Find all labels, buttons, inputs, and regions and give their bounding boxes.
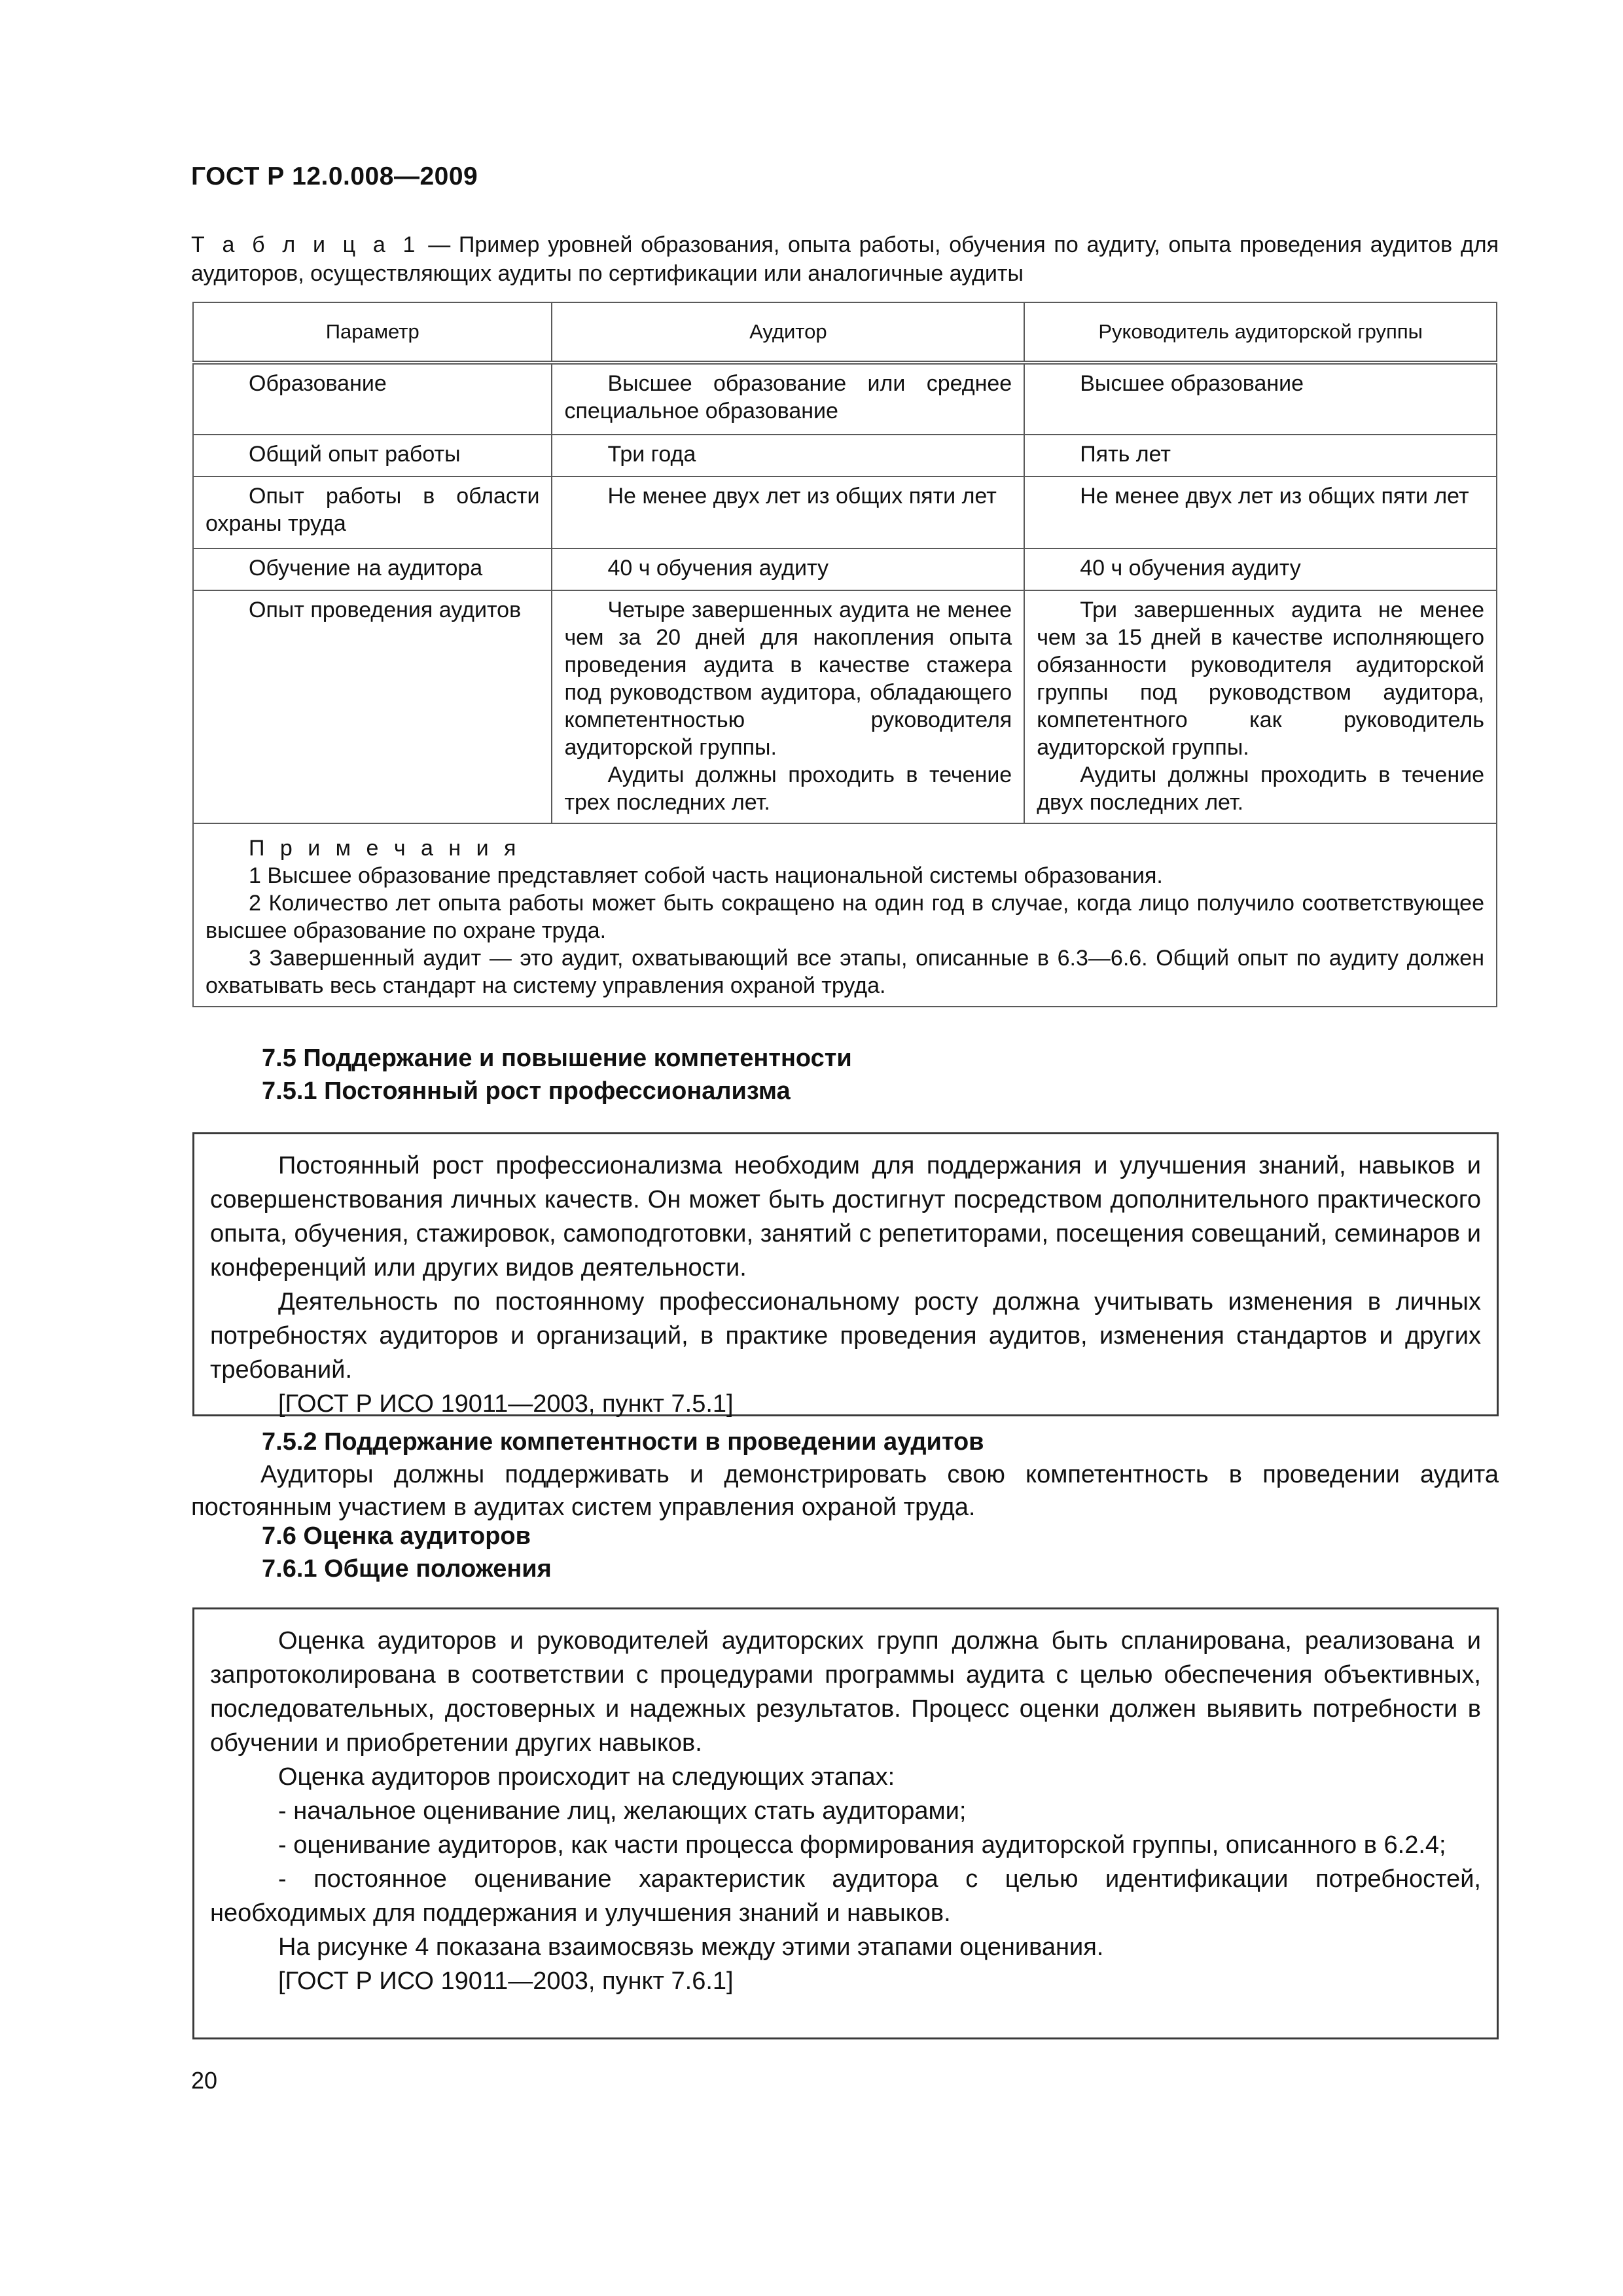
- box-reference: [ГОСТ Р ИСО 19011—2003, пункт 7.6.1]: [278, 1967, 734, 1995]
- table-caption-text: — Пример уровней образования, опыта работы, обучения по аудиту, опыта проведения аудитов для аудиторов, осуществляющих аудиты по сертификации или аналогичные аудиты: [191, 232, 1499, 286]
- cell-param: Образование: [193, 363, 552, 435]
- cell-leader-paragraph: Аудиты должны проходить в течение двух последних лет.: [1037, 762, 1484, 815]
- column-header-leader: Руководитель аудиторской группы: [1024, 302, 1497, 363]
- cell-param: Общий опыт работы: [193, 435, 552, 476]
- box-paragraph: Оценка аудиторов и руководителей аудиторских групп должна быть спланирована, реализована и запротоколирована в соответствии с процедурами программы аудита с целью обеспечения объективных, последовательных, достоверных и надежных результатов. Процесс оценки должен выявить потребности в обучении и приобретении других навыков.: [210, 1627, 1481, 1757]
- box-reference: [ГОСТ Р ИСО 19011—2003, пункт 7.5.1]: [278, 1390, 734, 1418]
- table-row: [193, 435, 1497, 476]
- paragraph: Аудиторы должны поддерживать и демонстрировать свою компетентность в проведении аудита постоянным участием в аудитах систем управления охраной труда.: [191, 1461, 1499, 1521]
- cell-param: Опыт проведения аудитов: [193, 590, 552, 823]
- cell-leader: Пять лет: [1024, 435, 1497, 476]
- table-header-row: [193, 302, 1497, 363]
- box-paragraph: Оценка аудиторов происходит на следующих этапах:: [278, 1763, 895, 1791]
- note-item: 2 Количество лет опыта работы может быть сокращено на один год в случае, когда лицо получило соответствующее высшее образование по охране труда.: [205, 891, 1484, 943]
- section-heading-7-5-2: 7.5.2 Поддержание компетентности в проведении аудитов: [262, 1428, 984, 1456]
- cell-auditor-paragraph: Аудиты должны проходить в течение трех последних лет.: [564, 762, 1012, 815]
- column-header-parameter: Параметр: [193, 302, 552, 363]
- table-row: [193, 363, 1497, 435]
- page-number: 20: [191, 2067, 218, 2094]
- section-7-5-2-text: [191, 1458, 1499, 1524]
- cell-param: Опыт работы в области охраны труда: [193, 476, 552, 548]
- note-item: 3 Завершенный аудит — это аудит, охватывающий все этапы, описанные в 6.3—6.6. Общий опыт по аудиту должен охватывать весь стандарт на систему управления охраной труда.: [205, 946, 1484, 998]
- section-heading-7-5-1: 7.5.1 Постоянный рост профессионализма: [262, 1077, 791, 1105]
- cell-leader-paragraph: Три завершенных аудита не менее чем за 15 дней в качестве исполняющего обязанности руководителя аудиторской группы под руководством аудитора, компетентного как руководитель аудиторской группы.: [1037, 598, 1484, 760]
- table-caption: [191, 230, 1499, 288]
- box-list-item: - постоянное оценивание характеристик аудитора с целью идентификации потребностей, необходимых для поддержания и улучшения знаний и навыков.: [210, 1865, 1481, 1927]
- cell-auditor-paragraph: Четыре завершенных аудита не менее чем за 20 дней для накопления опыта проведения аудита в качестве стажера под руководством аудитора, обладающего компетентностью руководителя аудиторской группы.: [564, 598, 1012, 760]
- notes-heading: П р и м е ч а н и я: [249, 836, 521, 861]
- table-row: [193, 548, 1497, 590]
- quote-box-7-6-1: [192, 1607, 1499, 2039]
- section-heading-7-6-1: 7.6.1 Общие положения: [262, 1555, 552, 1583]
- cell-auditor: 40 ч обучения аудиту: [552, 548, 1024, 590]
- table-notes-row: [193, 823, 1497, 1007]
- table-notes: [193, 823, 1497, 1007]
- table-row: [193, 590, 1497, 823]
- cell-leader: 40 ч обучения аудиту: [1024, 548, 1497, 590]
- document-code: ГОСТ Р 12.0.008—2009: [191, 162, 478, 190]
- section-heading-7-5: 7.5 Поддержание и повышение компетентности: [262, 1045, 852, 1072]
- column-header-auditor: Аудитор: [552, 302, 1024, 363]
- box-list-item: - оценивание аудиторов, как части процесса формирования аудиторской группы, описанного в 6.2.4;: [278, 1831, 1446, 1859]
- quote-box-7-5-1: [192, 1132, 1499, 1416]
- cell-auditor: Три года: [552, 435, 1024, 476]
- table-caption-label: Т а б л и ц а 1: [191, 232, 420, 257]
- box-paragraph: Деятельность по постоянному профессиональному росту должна учитывать изменения в личных потребностях аудиторов и организаций, в практике проведения аудитов, изменения стандартов и других требований.: [210, 1288, 1481, 1384]
- note-item: 1 Высшее образование представляет собой часть национальной системы образования.: [249, 863, 1163, 888]
- table-row: [193, 476, 1497, 548]
- cell-auditor: Высшее образование или среднее специальное образование: [552, 363, 1024, 435]
- box-paragraph: Постоянный рост профессионализма необходим для поддержания и улучшения знаний, навыков и совершенствования личных качеств. Он может быть достигнут посредством дополнительного практического опыта, обучения, стажировок, самоподготовки, занятий с репетиторами, посещения совещаний, семинаров и конференций или других видов деятельности.: [210, 1152, 1481, 1282]
- section-heading-7-6: 7.6 Оценка аудиторов: [262, 1522, 531, 1550]
- table-1: [192, 302, 1497, 1007]
- box-list-item: - начальное оценивание лиц, желающих стать аудиторами;: [278, 1797, 967, 1825]
- cell-leader: [1024, 590, 1497, 823]
- cell-auditor: Не менее двух лет из общих пяти лет: [552, 476, 1024, 548]
- box-paragraph: На рисунке 4 показана взаимосвязь между этими этапами оценивания.: [278, 1933, 1104, 1961]
- cell-param: Обучение на аудитора: [193, 548, 552, 590]
- cell-leader: Не менее двух лет из общих пяти лет: [1024, 476, 1497, 548]
- cell-auditor: [552, 590, 1024, 823]
- cell-leader: Высшее образование: [1024, 363, 1497, 435]
